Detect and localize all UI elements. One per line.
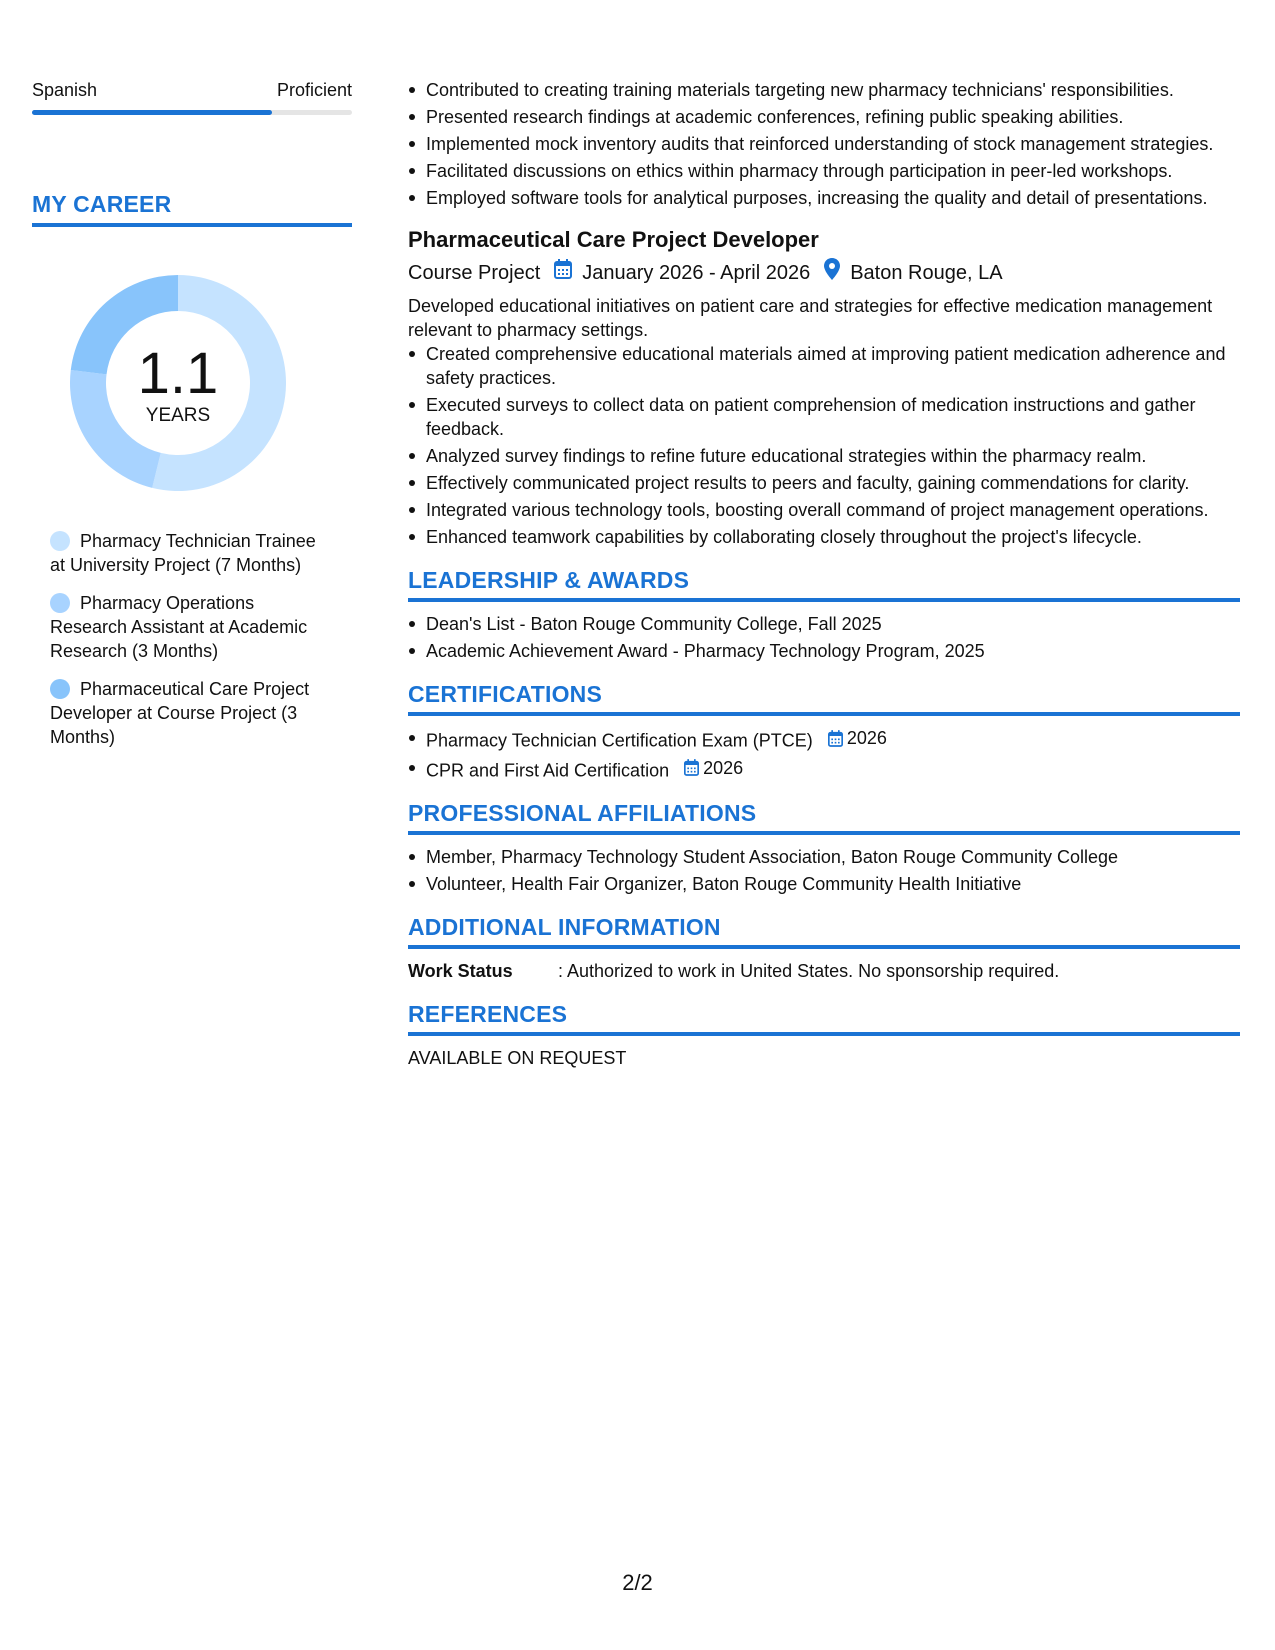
legend-item — [50, 529, 330, 577]
additional-info-heading: ADDITIONAL INFORMATION — [408, 914, 1240, 949]
legend-dot — [50, 593, 70, 613]
bullet-item: Implemented mock inventory audits that reinforced understanding of stock management strategies. — [426, 132, 1240, 156]
legend-item — [50, 591, 330, 663]
certifications-heading: CERTIFICATIONS — [408, 681, 1240, 716]
affiliations-heading: PROFESSIONAL AFFILIATIONS — [408, 800, 1240, 835]
bullet-item: Enhanced teamwork capabilities by collaborating closely throughout the project's lifecycle. — [426, 525, 1240, 549]
leadership-heading: LEADERSHIP & AWARDS — [408, 567, 1240, 602]
right-column — [408, 78, 1240, 1070]
leadership-item: Dean's List - Baton Rouge Community College, Fall 2025 — [426, 612, 1240, 636]
job-description: Developed educational initiatives on patient care and strategies for effective medication management relevant to pharmacy settings. — [408, 296, 1213, 340]
bullet-item: Employed software tools for analytical purposes, increasing the quality and detail of presentations. — [426, 186, 1240, 210]
bullet-item: Presented research findings at academic conferences, refining public speaking abilities. — [426, 105, 1240, 129]
job-title: Pharmaceutical Care Project Developer — [408, 227, 819, 252]
certification-year: 2026 — [846, 728, 887, 748]
page-number: 2/2 — [622, 1570, 653, 1595]
job-organization: Course Project — [408, 262, 541, 284]
bullet-item: Facilitated discussions on ethics within pharmacy through participation in peer-led workshops. — [426, 159, 1240, 183]
bullet-item: Integrated various technology tools, boosting overall command of project management operations. — [426, 498, 1240, 522]
calendar-icon — [828, 730, 843, 747]
certification-item — [426, 726, 1240, 753]
location-pin-icon — [824, 258, 840, 288]
left-column — [32, 78, 352, 763]
certification-name: CPR and First Aid Certification — [426, 760, 670, 780]
bullet-item: Created comprehensive educational materials aimed at improving patient medication adherence and safety practices. — [426, 342, 1240, 390]
previous-job-bullets — [408, 78, 1240, 210]
affiliations-list — [408, 845, 1240, 896]
legend-label: Pharmacy Operations Research Assistant at Academic Research (3 Months) — [50, 593, 308, 661]
leadership-list — [408, 612, 1240, 663]
career-donut-chart — [66, 271, 290, 495]
language-proficiency-fill — [32, 110, 272, 115]
language-proficiency-bar — [32, 110, 352, 115]
job-location: Baton Rouge, LA — [850, 262, 1003, 284]
job-meta — [408, 258, 1240, 288]
bullet-item: Contributed to creating training materials targeting new pharmacy technicians' responsibilities. — [426, 78, 1240, 102]
career-total-years: 1.1 — [137, 341, 219, 406]
legend-dot — [50, 679, 70, 699]
affiliation-item: Member, Pharmacy Technology Student Association, Baton Rouge Community College — [426, 845, 1240, 869]
certification-year: 2026 — [703, 757, 744, 778]
career-legend — [32, 529, 330, 749]
job-dates: January 2026 - April 2026 — [582, 262, 811, 284]
language-level: Proficient — [276, 80, 352, 100]
calendar-icon — [554, 259, 572, 287]
legend-label: Pharmacy Technician Trainee at University Project (7 Months) — [50, 531, 316, 575]
work-status-value: : Authorized to work in United States. No sponsorship required. — [558, 961, 1060, 981]
references-heading: REFERENCES — [408, 1001, 1240, 1036]
work-status-row — [408, 959, 1240, 983]
language-row — [32, 78, 352, 102]
bullet-item: Effectively communicated project results to peers and faculty, gaining commendations for clarity. — [426, 471, 1240, 495]
calendar-icon — [684, 759, 699, 776]
bullet-item: Analyzed survey findings to refine future educational strategies within the pharmacy realm. — [426, 444, 1240, 468]
work-status-label: Work Status — [408, 961, 513, 981]
job-bullets — [408, 342, 1240, 549]
legend-label: Pharmaceutical Care Project Developer at Course Project (3 Months) — [50, 679, 310, 747]
legend-dot — [50, 531, 70, 551]
certifications-list — [408, 726, 1240, 782]
language-name: Spanish — [32, 80, 98, 100]
career-total-unit: YEARS — [145, 405, 211, 426]
career-heading: MY CAREER — [32, 191, 352, 227]
references-text: AVAILABLE ON REQUEST — [408, 1048, 627, 1068]
legend-item — [50, 677, 330, 749]
certification-name: Pharmacy Technician Certification Exam (PTCE) — [426, 730, 813, 751]
leadership-item: Academic Achievement Award - Pharmacy Technology Program, 2025 — [426, 639, 1240, 663]
certification-item — [426, 756, 1240, 783]
bullet-item: Executed surveys to collect data on patient comprehension of medication instructions and gather feedback. — [426, 393, 1240, 441]
affiliation-item: Volunteer, Health Fair Organizer, Baton Rouge Community Health Initiative — [426, 872, 1240, 896]
